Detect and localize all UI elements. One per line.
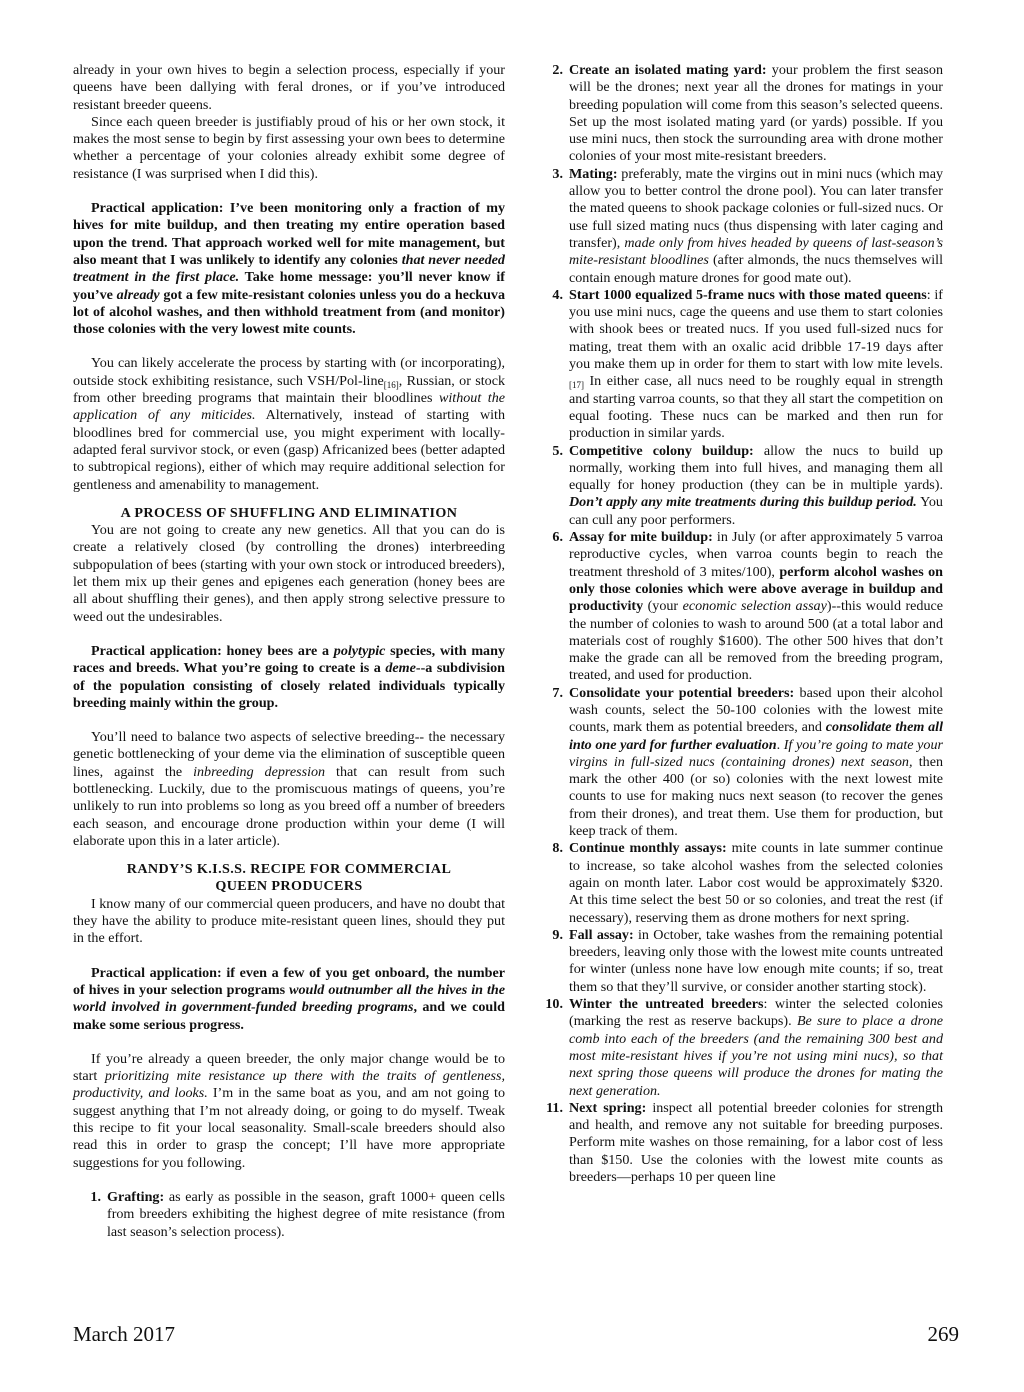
recipe-steps bbox=[541, 62, 943, 1186]
list-item: 11. Next spring: inspect all potential breeder colonies for strength and health, and remove any not suitable for breeding purposes. Perform mite washes on those remaining, for a labor cost of less than $150. Use the colonies with the lowest mite counts as breeders—perhaps 10 per queen line bbox=[546, 1099, 943, 1185]
paragraph: I know many of our commercial queen producers, and have no doubt that they have the ability to produce mite-resistant queen lines, should they put in the effort. bbox=[73, 895, 505, 947]
recipe-steps bbox=[73, 1189, 505, 1241]
list-item: 10. Winter the untreated breeders: winter the selected colonies (marking the rest as reserve backups). Be sure to place a drone comb into each of the breeders (and the remaining 300 best and most mite-resistant hives if you’re not using mini nucs), so that next spring those queens will produce the drones for mating the next generation. bbox=[545, 996, 943, 1099]
paragraph: You can likely accelerate the process by starting with (or incorporating), outside stock exhibiting resistance, such VSH/Pol-line$_{[16]}$, Russian, or stock from other breeding programs that maintain their bloodlines without the application of any miticides. Alternatively, instead of starting with bloodlines bred for commercial use, you might experiment with locally-adapted feral survivor stock, or even (gasp) Africanized bees (better adapted to subtropical regions), either of which may require additional selection for gentleness and amenability to management. bbox=[73, 355, 506, 493]
list-item: 2. Create an isolated mating yard: your problem the first season will be the drones; next year all the drones for matings in your breeding population will come from this season’s selected queens. Set up the most isolated mating yard (or yards) possible. If you use mini nucs, then stock the surrounding area with drone mother colonies of your most mite-resistant breeders. bbox=[552, 62, 943, 165]
footer-date: March 2017 bbox=[73, 1322, 176, 1346]
list-item: 1. Grafting: as early as possible in the season, graft 1000+ queen cells from breeders exhibiting the highest degree of mite resistance (from last season’s selection process). bbox=[90, 1188, 505, 1240]
paragraph: You are not going to create any new genetics. All that you can do is create a relatively closed (by controlling the drones) interbreeding subpopulation of bees (starting with your own stock or introduced breeders), let them mix up their genes and epigenes each generation (honey bees are all about shuffling their genes), and then apply strong selective pressure to weed out the undesirables. bbox=[73, 522, 505, 625]
paragraph: You’ll need to balance two aspects of selective breeding-- the necessary genetic bottlenecking of your deme via the elimination of susceptible queen lines, against the inbreeding depression that can result from such bottlenecking. Luckily, due to the promiscuous matings of queens, you’re unlikely to run into problems so long as you breed off a number of breeders each season, and encourage drone production within your deme (I will elaborate upon this in a later article). bbox=[73, 729, 505, 849]
left-column bbox=[73, 62, 505, 1241]
list-item: 7. Consolidate your potential breeders: based upon their alcohol wash counts, select the 50-100 colonies with the lowest mite counts, mark them as potential breeders, and consolidate them all into one yard for further evaluation. If you’re going to mate your virgins in full-sized nucs (containing drones) next season, then mark the other 400 (or so) colonies with the next lowest mite counts to use for making nucs next season (to recover the genes from their drones), and treat them. Use them for production, but keep track of them. bbox=[552, 684, 943, 840]
practical-application: Practical application: I’ve been monitoring only a fraction of my hives for mite buildup, and then treating my entire operation based upon the trend. That approach worked well for mite management, but also meant that I was unlikely to identify any colonies that never needed treatment in the first place. Take home message: you’ll never know if you’ve already got a few mite-resistant colonies unless you do a heckuva lot of alcohol washes, and then withhold treatment from (and monitor) those colonies with the very lowest mite counts. bbox=[73, 200, 506, 338]
section-heading: RANDY’S K.I.S.S. RECIPE FOR COMMERCIAL bbox=[126, 861, 452, 878]
section-heading: A PROCESS OF SHUFFLING AND ELIMINATION bbox=[120, 504, 458, 521]
practical-application: Practical application: honey bees are a polytypic species, with many races and breeds. What you’re going to create is a deme--a subdivision of the population consisting of closely related individuals typically breeding mainly within the group. bbox=[73, 642, 505, 711]
paragraph: Since each queen breeder is justifiably proud of his or her own stock, it makes the most sense to begin by first assessing your own bees to determine whether a percentage of your colonies already exhibit some degree of resistance (I was surprised when I did this). bbox=[73, 113, 505, 182]
list-item: 8. Continue monthly assays: mite counts in late summer continue to increase, so take alcohol washes from the selected colonies again on month later. Labor cost would be approximately $320. At this time select the best 50 or so colonies, and treat the rest (if necessary), reserving them as drone mothers for next spring. bbox=[552, 840, 944, 926]
paragraph: If you’re already a queen breeder, the only major change would be to start prioritizing mite resistance up there with the traits of gentleness, productivity, and looks. I’m in the same boat as you, and am not going to suggest anything that I’m not already doing, or going to do myself. Tweak this recipe to fit your local seasonality. Small-scale breeders should also read this in order to grasp the concept; I’ll have more appropriate suggestions for you following. bbox=[73, 1050, 505, 1171]
list-item: 3. Mating: preferably, mate the virgins out in mini nucs (which may allow you to better control the drone pool). You can later transfer the mated queens to shook package colonies or full-sized nucs. Or use full sized mating nucs (thus dispensing with later caging and transfer), made only from hives headed by queens of last-season’s mite-resistant bloodlines (after almonds, the nucs themselves will contain enough mature drones for good mate out). bbox=[552, 165, 944, 286]
list-item: 9. Fall assay: in October, take washes from the remaining potential breeders, leaving only those with the lowest mite counts untreated for winter (unless none have low enough mite counts; if so, treat them so that they’ll survive, or consider another starting stock). bbox=[552, 926, 943, 995]
practical-application: Practical application: if even a few of you get onboard, the number of hives in your selection programs would outnumber all the hives in the world involved in government-funded breeding programs, and we could make some serious progress. bbox=[73, 964, 505, 1033]
paragraph: already in your own hives to begin a selection process, especially if your queens have been dallying with feral drones, or if you’ve introduced resistant breeder queens. bbox=[73, 62, 505, 113]
list-item: 6. Assay for mite buildup: in July (or after approximately 5 varroa reproductive cycles, when varroa counts begin to reach the treatment threshold of 3 mites/100), perform alcohol washes on only those colonies which were above average in buildup and productivity (your economic selection assay)--this would reduce the number of colonies to wash to around 500 (at a total labor and materials cost of roughly $1600). The other 500 hives that don’t make the grade can all be removed from the breeding program, treated, and used for production. bbox=[552, 529, 944, 684]
right-column bbox=[541, 62, 943, 1186]
page-number: 269 bbox=[927, 1322, 959, 1346]
list-item: 5. Competitive colony buildup: allow the nucs to build up normally, working them into full hives, and managing them all equally for honey production (they can be in multiple yards). Don’t apply any mite treatments during this buildup period. You can cull any poor performers. bbox=[552, 442, 943, 528]
section-heading: QUEEN PRODUCERS bbox=[215, 878, 363, 895]
list-item: 4. Start 1000 equalized 5-frame nucs with those mated queens: if you use mini nucs, cage the queens and use them to start colonies with shook bees or treated nucs. If you used full-sized nucs for mating, treat them with an oxalic acid dribble 17-19 days after you make them up in order for them to start with low mite $levels._{[17]}$ In either case, all nucs need to be roughly equal in strength and starting varroa counts, so that they all start the competition on equal footing. These nucs can be marked and then run for production in similar yards. bbox=[552, 286, 943, 442]
